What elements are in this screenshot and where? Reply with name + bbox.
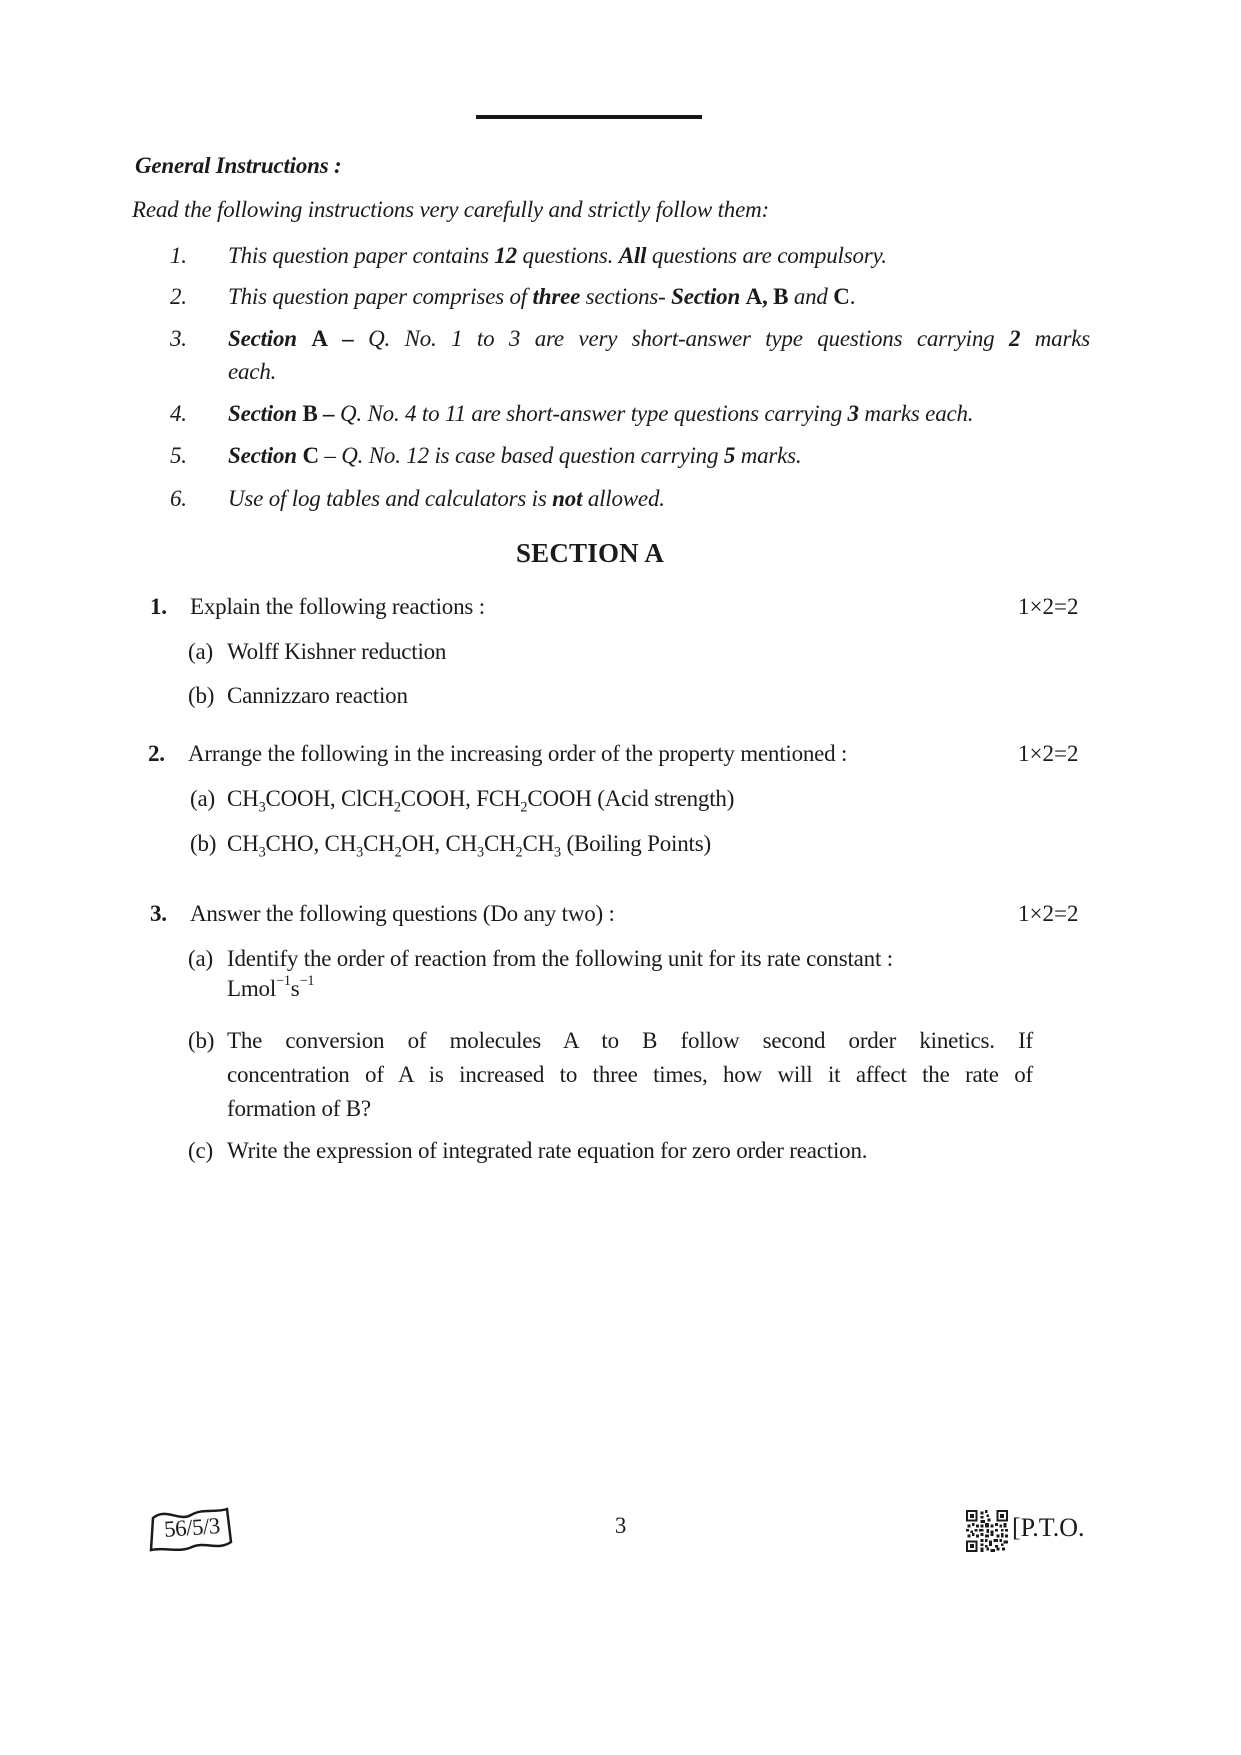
part-label: (a) <box>188 639 213 664</box>
instruction-text: Section A – Q. No. 1 to 3 are very short-answer type questions carrying 2 marks <box>228 326 1090 351</box>
chem-formula-acid-strength: $CH_3COOH$, ClCH$_2$COOH, $FCH_2COOH$ (Acid strength) <box>227 786 735 816</box>
part-label: (b) <box>188 1028 215 1053</box>
general-instructions-subtitle: Read the following instructions very carefully and strictly follow them: <box>132 197 769 222</box>
instruction-text: This question paper contains 12 questions. All questions are compulsory. <box>228 243 887 268</box>
instruction-text: each. <box>228 359 277 384</box>
question-stem: Arrange the following in the increasing order of the property mentioned : <box>188 741 848 766</box>
question-stem: Explain the following reactions : <box>190 594 485 619</box>
question-number: 3. <box>150 901 167 926</box>
instruction-number: 1. <box>170 243 187 268</box>
part-label: (b) <box>188 683 215 708</box>
part-text: Identify the order of reaction from the following unit for its rate constant : <box>227 946 893 971</box>
instruction-text: Section C – Q. No. 12 is case based question carrying 5 marks. <box>228 443 802 468</box>
part-label: (c) <box>188 1138 213 1163</box>
instruction-number: 3. <box>170 326 187 351</box>
question-number: 2. <box>148 741 165 766</box>
top-divider-rule <box>476 115 702 119</box>
instruction-number: 2. <box>170 284 187 309</box>
rate-constant-unit: $Lmol^{-1}s^{-1}$ <box>227 973 315 1001</box>
part-label: (b) <box>190 831 217 856</box>
part-label: (a) <box>190 786 215 811</box>
instruction-text: Section B – Q. No. 4 to 11 are short-answer type questions carrying 3 marks each. <box>228 401 974 426</box>
instruction-number: 5. <box>170 443 187 468</box>
instruction-number: 6. <box>170 486 187 511</box>
part-text: Wolff Kishner reduction <box>227 639 447 664</box>
part-text: concentration of A is increased to three times, how will it affect the rate of <box>227 1062 1033 1087</box>
page-number: 3 <box>614 1513 627 1538</box>
part-text: The conversion of molecules A to B follow second order kinetics. If <box>227 1028 1033 1053</box>
part-text: Cannizzaro reaction <box>227 683 408 708</box>
question-stem: Answer the following questions (Do any two) : <box>190 901 615 926</box>
part-text: formation of B? <box>227 1096 371 1121</box>
general-instructions-title: General Instructions : <box>135 153 342 178</box>
part-text: Write the expression of integrated rate equation for zero order reaction. <box>227 1138 868 1163</box>
instruction-text: Use of log tables and calculators is not allowed. <box>228 486 665 511</box>
chem-formula-boiling-points: $CH_3CHO$, $CH_3CH_2OH$, $CH_3CH_2CH_3$ (Boiling Points) <box>227 831 711 861</box>
qr-code-icon <box>966 1508 1008 1554</box>
question-number: 1. <box>150 594 167 619</box>
question-marks: 1×2=2 <box>1018 901 1079 926</box>
question-marks: 1×2=2 <box>1018 741 1079 766</box>
section-heading: SECTION A <box>515 538 665 568</box>
question-marks: 1×2=2 <box>1018 594 1079 619</box>
pto-label: [P.T.O. <box>1012 1513 1085 1542</box>
instruction-number: 4. <box>170 401 187 426</box>
paper-code: 56/5/3 <box>163 1513 221 1542</box>
part-label: (a) <box>188 946 213 971</box>
instruction-text: This question paper comprises of three sections- Section A, B and C. <box>228 284 856 309</box>
